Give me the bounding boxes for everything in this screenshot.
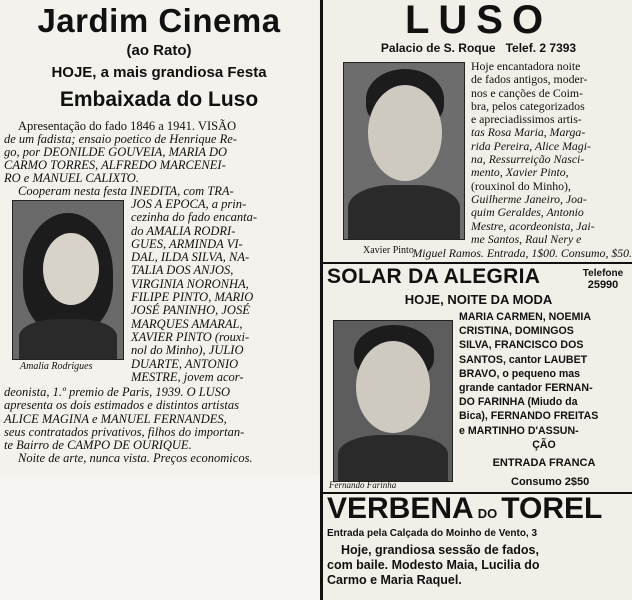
verbena-ad	[325, 494, 632, 600]
text-line: CRISTINA, DOMINGOS	[459, 325, 574, 338]
verbena-address: Entrada pela Calçada do Moinho de Vento, 3	[327, 528, 538, 539]
text-line: rida Pereira, Alice Magi-	[471, 138, 591, 153]
solar-headline: HOJE, NOITE DA MODA	[404, 292, 553, 307]
text-line: ÇÃO	[532, 438, 556, 451]
text-line: Carmo e Maria Raquel.	[327, 573, 462, 587]
event-title: Embaixada do Luso	[59, 88, 259, 111]
text-line: XAVIER PINTO (rouxi-	[131, 329, 250, 344]
photo-face-shape	[356, 341, 430, 433]
text-line: TALIA DOS ANJOS,	[131, 263, 234, 278]
text-line: com baile. Modesto Maia, Lucilia do	[327, 558, 540, 572]
luso-text	[471, 60, 629, 246]
torel-word: TOREL	[501, 492, 603, 525]
text-line: do AMALIA RODRI-	[131, 223, 236, 238]
verbena-word: VERBENA	[327, 492, 474, 525]
text-line: DAL, ILDA SILVA, NA-	[131, 250, 250, 265]
xavier-pinto-photo	[343, 62, 465, 240]
photo-body-shape	[338, 435, 448, 482]
text-line: go, por DEONILDE GOUVEIA, MARIA DO	[4, 145, 228, 159]
ao-rato-subtitle: (ao Rato)	[126, 42, 192, 59]
text-line: e apreciadissimos artis-	[471, 112, 582, 127]
solar-text	[459, 310, 629, 452]
text-line: seus contratados privativos, filhos do importan-	[4, 424, 245, 439]
jardim-cinema-title: Jardim Cinema	[37, 2, 281, 39]
photo-body-shape	[348, 185, 460, 240]
amalia-rodrigues-photo	[12, 200, 124, 360]
text-line: BRAVO, o pequeno mas	[459, 367, 581, 380]
text-line: Mestre, acordeonista, Jai-	[471, 218, 595, 233]
text-line: (rouxinol do Minho),	[471, 178, 571, 193]
closing-paragraph	[4, 386, 312, 466]
text-line: Cooperam nesta festa INEDITA, com TRA-	[18, 184, 234, 198]
text-line: RO e MANUEL CALIXTO.	[4, 171, 139, 185]
text-line: e MARTINHO D'ASSUN-	[459, 424, 579, 437]
text-line: na, Ressurreição Nasci-	[471, 152, 585, 167]
text-line: SANTOS, cantor LAUBET	[459, 353, 588, 366]
luso-ad	[325, 0, 632, 262]
luso-final-line: Miguel Ramos. Entrada, 1$00. Consumo, $50.	[412, 246, 632, 260]
text-line: apresenta os dois estimados e distintos artistas	[4, 398, 239, 413]
text-line: JOSÉ PANINHO, JOSÉ	[131, 303, 250, 318]
telefone-number: 25990	[587, 279, 619, 291]
text-line: DO FARINHA (Miudo da	[459, 396, 578, 409]
luso-title: LUSO	[404, 0, 553, 42]
text-line: de um fadista; ensaio poetico de Henrique Re-	[4, 132, 237, 146]
text-line: Noite de arte, nunca vista. Preços economicos.	[18, 451, 253, 466]
headline: HOJE, a mais grandiosa Festa	[51, 64, 267, 81]
text-line: VIRGINIA NORONHA,	[131, 276, 249, 291]
text-line: FILIPE PINTO, MARIO	[131, 290, 254, 305]
photo-face-shape	[368, 85, 442, 181]
luso-address: Palacio de S. Roque Telef. 2 7393	[380, 41, 577, 55]
text-line: JOS A EPOCA, a prin-	[131, 197, 247, 211]
text-line: quim Geraldes, Antonio	[471, 205, 584, 220]
text-line: Bica), FERNANDO FREITAS	[459, 410, 599, 423]
text-line: mento, Xavier Pinto,	[471, 165, 569, 180]
xavier-caption: Xavier Pinto	[363, 245, 414, 256]
text-line: ALICE MAGINA e MANUEL FERNANDES,	[4, 411, 227, 426]
text-line: GUES, ARMINDA VI-	[131, 236, 243, 251]
text-line: Guilherme Janeiro, Joa-	[471, 191, 587, 206]
hoje-text: Hoje, grandiosa sessão de fados,	[341, 543, 539, 557]
right-column-text	[131, 198, 312, 384]
text-line: MESTRE, jovem acor-	[131, 369, 244, 384]
text-line: MARQUES AMARAL,	[131, 316, 243, 331]
text-line: nos e canções de Coim-	[471, 85, 584, 100]
intro-paragraph	[4, 120, 312, 198]
text-line: Apresentação do fado 1846 a 1941. VISÃO	[18, 119, 237, 133]
text-line: grande cantador FERNAN-	[459, 382, 593, 395]
telefone-label: Telefone	[582, 268, 624, 279]
verbena-text	[327, 542, 631, 588]
text-line	[327, 542, 631, 558]
solar-ad	[325, 264, 632, 492]
left-ad	[0, 0, 318, 475]
solar-title: SOLAR DA ALEGRIA	[327, 265, 541, 288]
text-line: cezinha do fado encanta-	[131, 210, 258, 225]
text-line: te Bairro de CAMPO DE OURIQUE.	[4, 438, 192, 453]
text-line: bra, pelos categorizados	[471, 98, 585, 113]
consumo: Consumo 2$50	[511, 476, 590, 488]
text-line: tas Rosa Maria, Marga-	[471, 125, 586, 140]
entrada-franca: ENTRADA FRANCA	[492, 457, 596, 469]
do-word: DO	[477, 506, 498, 521]
text-line: deonista, 1.º premio de Paris, 1939. O LUSO	[4, 385, 230, 399]
text-line: SILVA, FRANCISCO DOS	[459, 339, 584, 352]
text-line: me Santos, Raul Nery e	[471, 231, 582, 246]
text-line: Hoje encantadora noite	[471, 59, 581, 73]
text-line: DUARTE, ANTONIO	[131, 356, 239, 371]
text-line: de fados antigos, moder-	[471, 72, 588, 87]
amalia-caption: Amalia Rodrigues	[20, 361, 93, 372]
column-divider	[320, 0, 323, 600]
blank-margin	[0, 475, 320, 600]
text-line: MARIA CARMEN, NOEMIA	[459, 311, 592, 323]
text-line: nol do Minho), JULIO	[131, 343, 244, 358]
photo-body-shape	[19, 319, 117, 360]
photo-face-shape	[43, 233, 99, 305]
fernando-caption: Fernando Farinha	[329, 480, 397, 490]
fernando-farinha-photo	[333, 320, 453, 482]
text-line: CARMO TORRES, ALFREDO MARCENEI-	[4, 158, 226, 172]
verbena-title	[327, 492, 632, 526]
